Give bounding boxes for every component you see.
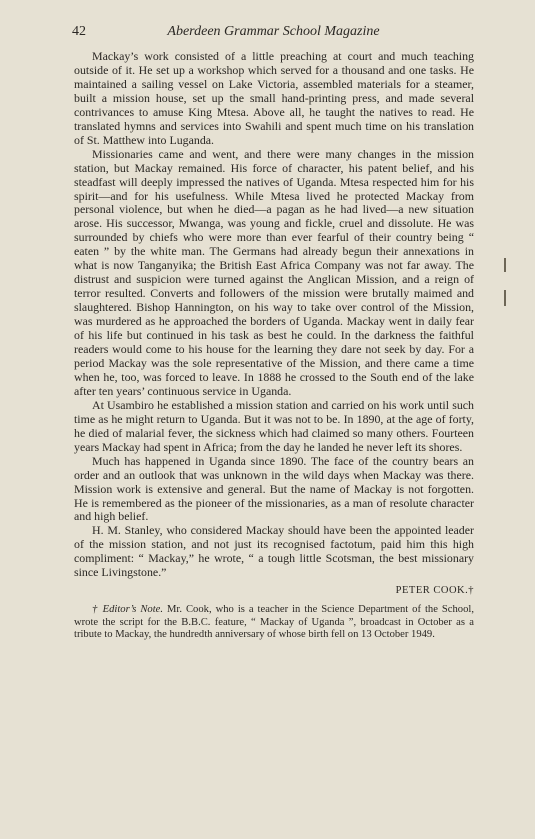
- paragraph: Much has happened in Uganda since 1890. The face of the country bears an order and an outlook that was unknown in the wild days when Mackay was there. Mission work is extensive and general. But the name of Mackay is not forgotten. He is remembered as the pioneer of the missionaries, as a man of resolute character and high belief.: [74, 453, 474, 524]
- author-signature: PETER COOK.†: [395, 585, 474, 597]
- article-body: [74, 50, 474, 642]
- margin-mark: [504, 290, 506, 306]
- paragraph: Mackay’s work consisted of a little preaching at court and much teaching outside of it. He set up a workshop which served for a thousand and one tasks. He maintained a sailing vessel on Lake Victoria, assembled materials for a steamer, built a mission house, set up the small hand-printing press, and made several contrivances to amuse King Mtesa. Above all, he taught the natives to read. He translated hymns and services into Swahili and spent much time on his translation of St. Matthew into Luganda.: [74, 49, 474, 147]
- margin-mark: [504, 258, 506, 272]
- paragraph: H. M. Stanley, who considered Mackay should have been the appointed leader of the mission station, and not just its recognised factotum, paid him this high compliment: “ Mackay,” he wrote, “ a tough little Scotsman, the best missionary since Livingstone.”: [74, 523, 474, 580]
- page-header: [72, 24, 475, 44]
- page-number: 42: [72, 24, 86, 39]
- paragraph: Missionaries came and went, and there were many changes in the mission station, but Mackay remained. His force of character, his patent belief, and his steadfast will deeply impressed the natives of Uganda. Mtesa respected him for his spirit—and for his usefulness. While Mtesa lived he protected Mackay from personal violence, but when he died—a pagan as he had lived—a new situation arose. His successor, Mwanga, was young and fickle, cruel and dissolute. He was surrounded by chiefs who were more than ever fearful of their country being “ eaten ” by the white man. The Germans had already begun their annexations in what is now Tanganyika; the British East Africa Company was not far away. The distrust and suspicion were turned against the Anglican Mission, and a reign of terror resulted. Converts and followers of the mission were brutally maimed and slaughtered. Bishop Hannington, on his way to take over control of the Mission, was murdered as he approached the borders of Uganda. Mackay went in daily fear of his life but continued in his task as best he could. In the darkness the faithful readers would come to his house for the learning they dare not seek by day. For a period Mackay was the sole representative of the Mission, and there came a time when he, too, was forced to leave. In 1888 he crossed to the South end of the lake after ten years’ continuous service in Uganda.: [74, 146, 474, 398]
- footnote-text: Mr. Cook, who is a teacher in the Science Department of the School, wrote the script for the B.B.C. feature, “ Mackay of Uganda ”, broadcast in October as a tribute to Mackay, the hundredth anniversary of whose birth fell on 13 October 1949.: [74, 604, 474, 641]
- running-head: Aberdeen Grammar School Magazine: [167, 24, 380, 39]
- footnote-label: † Editor’s Note.: [92, 604, 164, 616]
- paragraph: At Usambiro he established a mission station and carried on his work until such time as he might return to Uganda. But it was not to be. In 1890, at the age of forty, he died of malarial fever, the sickness which had claimed so many others. Fourteen years Mackay had spent in Africa; from the day he landed he never left its shores.: [74, 397, 474, 454]
- editor-footnote: [74, 604, 474, 642]
